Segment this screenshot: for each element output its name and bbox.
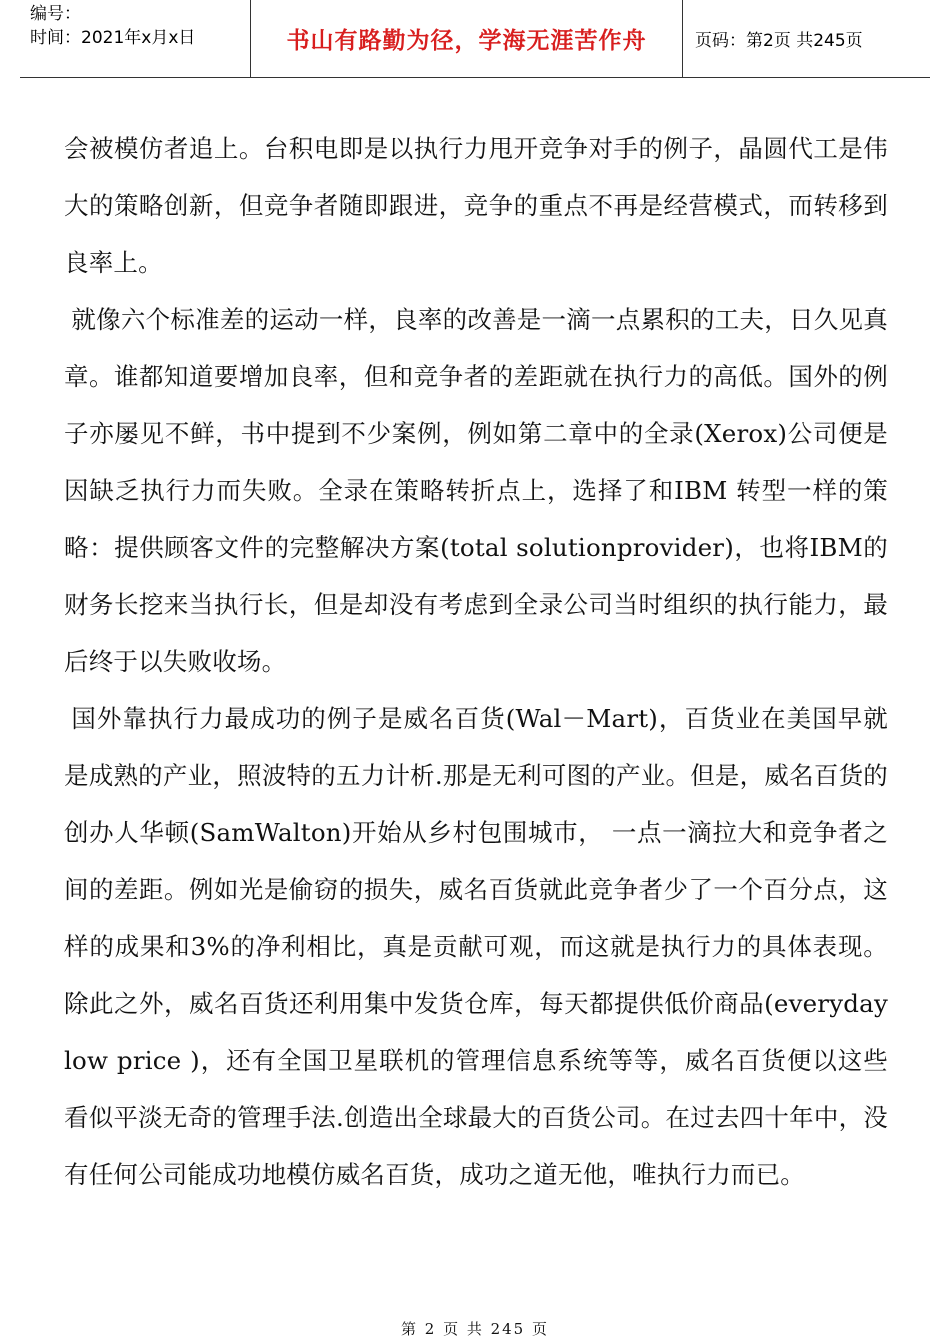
header-motto: 书山有路勤为径，学海无涯苦作舟 (251, 0, 683, 77)
paragraph-2: 就像六个标准差的运动一样，良率的改善是一滴一点累积的工夫，日久见真章。谁都知道要增加良率，但和竞争者的差距就在执行力的高低。国外的例子亦屡见不鲜，书中提到不少案例，例如第二章中的全录(Xerox)公司便是因缺乏执行力而失败。全录在策略转折点上，选择了和IBM 转型一样的策略：提供顾客文件的完整解决方案(total solutionprovider)，也将IBM的财务长挖来当执行长，但是却没有考虑到全录公司当时组织的执行能力，最后终于以失败收场。 (64, 305, 888, 676)
serial-label: 编号： (30, 4, 81, 24)
paragraph-1: 会被模仿者追上。台积电即是以执行力甩开竞争对手的例子，晶圆代工是伟大的策略创新，但竞争者随即跟进，竞争的重点不再是经营模式，而转移到良率上。 (64, 134, 888, 277)
page-header (20, 0, 930, 78)
document-body (64, 120, 888, 1203)
header-page-info: 页码：第2页 共245页 (695, 31, 863, 51)
date-label: 时间：2021年x月x日 (30, 28, 196, 48)
header-meta (20, 0, 251, 77)
paragraph-3: 国外靠执行力最成功的例子是威名百货(Wal－Mart)，百货业在美国早就是成熟的产业，照波特的五力计析.那是无利可图的产业。但是，威名百货的创办人华顿(SamWalton)开始从乡村包围城巿， 一点一滴拉大和竞争者之间的差距。例如光是偷窃的损失，威名百货就此竞争者少了一个百分点，这样的成果和3%的净利相比，真是贡献可观，而这就是执行力的具体表现。除此之外，威名百货还利用集中发货仓库，每天都提供低价商品(everyday low price )，还有全国卫星联机的管理信息系统等等，威名百货便以这些看似平淡无奇的管理手法.创造出全球最大的百货公司。在过去四十年中，没有任何公司能成功地模仿威名百货，成功之道无他，唯执行力而已。 (64, 704, 888, 1189)
page-footer: 第 2 页 共 245 页 (400, 1320, 549, 1338)
